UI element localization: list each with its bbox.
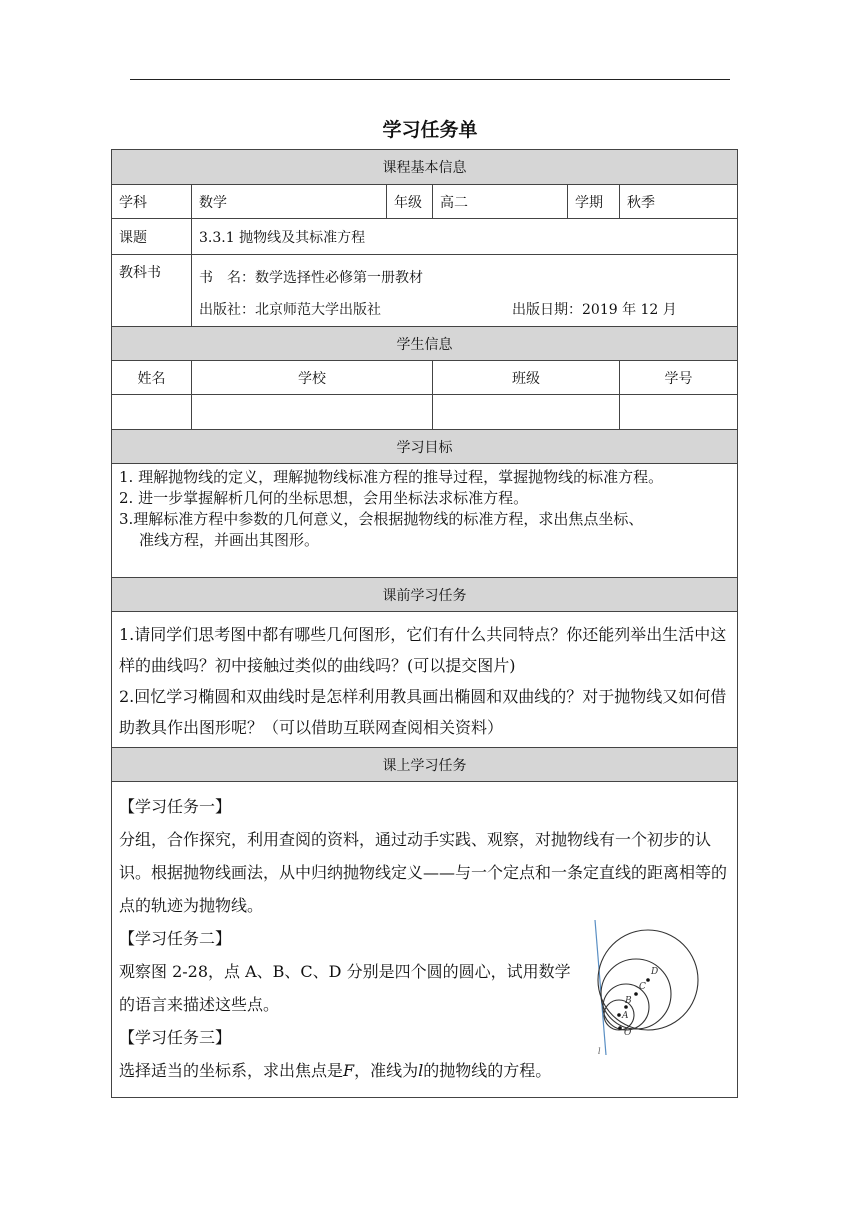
textbook-label: 教科书 xyxy=(112,255,192,327)
subject-label: 学科 xyxy=(112,185,192,219)
class-cell[interactable] xyxy=(433,395,620,430)
student-info-header: 学生信息 xyxy=(112,327,738,361)
task3-text-pre: 选择适当的坐标系，求出焦点是 xyxy=(119,1061,344,1080)
term-value: 秋季 xyxy=(620,185,738,219)
goal-item: 2. 进一步掌握解析几何的坐标思想，会用坐标法求标准方程。 xyxy=(119,489,529,507)
focus-symbol: F xyxy=(343,1061,355,1080)
center-d-point xyxy=(646,978,650,982)
task1-text: 分组，合作探究，利用查阅的资料，通过动手实践、观察，对抛物线有一个初步的认识。根据抛物线画法，从中归纳抛物线定义——与一个定点和一条定直线的距离相等的点的轨迹为抛物线。 xyxy=(119,830,728,915)
goal-item: 准线方程，并画出其图形。 xyxy=(139,531,320,549)
pre-class-header: 课前学习任务 xyxy=(112,578,738,612)
directrix-symbol: l xyxy=(418,1061,424,1080)
label-l: l xyxy=(598,1047,601,1055)
col-class: 班级 xyxy=(433,361,620,395)
label-o: O xyxy=(624,1028,632,1038)
grade-label: 年级 xyxy=(387,185,433,219)
task2-title: 【学习任务二】 xyxy=(119,929,232,948)
pre-task-item: 1.请同学们思考图中都有哪些几何图形，它们有什么共同特点？你还能列举出生活中这样的曲线吗？初中接触过类似的曲线吗？(可以提交图片) xyxy=(119,624,727,675)
center-a-point xyxy=(617,1013,621,1017)
publish-date: 出版日期：2019 年 12 月 xyxy=(512,302,677,318)
label-d: D xyxy=(651,967,659,977)
goal-item: 1. 理解抛物线的定义，理解抛物线标准方程的推导过程，掌握抛物线的标准方程。 xyxy=(119,468,664,486)
term-label: 学期 xyxy=(568,185,620,219)
label-a: A xyxy=(622,1011,629,1021)
col-school: 学校 xyxy=(192,361,433,395)
in-class-content xyxy=(112,782,738,1098)
page-title: 学习任务单 xyxy=(382,119,478,141)
topic-label: 课题 xyxy=(112,219,192,255)
task1-title: 【学习任务一】 xyxy=(119,797,232,816)
task3-text xyxy=(119,1054,730,1087)
col-name: 姓名 xyxy=(112,361,192,395)
header-rule xyxy=(130,79,730,80)
task-sheet-table xyxy=(111,149,738,1098)
course-info-header: 课程基本信息 xyxy=(112,150,738,185)
label-c: C xyxy=(639,982,646,992)
in-class-header: 课上学习任务 xyxy=(112,748,738,782)
topic-value: 3.3.1 抛物线及其标准方程 xyxy=(192,219,738,255)
pre-task-item: 2.回忆学习椭圆和双曲线时是怎样利用教具画出椭圆和双曲线的？对于抛物线又如何借助教具作出图形呢？（可以借助互联网查阅相关资料） xyxy=(119,686,727,737)
goal-item: 3.理解标准方程中参数的几何意义，会根据抛物线的标准方程，求出焦点坐标、 xyxy=(119,510,644,528)
name-cell[interactable] xyxy=(112,395,192,430)
pre-class-content xyxy=(112,612,738,748)
circles-figure xyxy=(589,920,729,1055)
task3-text-post: 的抛物线的方程。 xyxy=(423,1061,552,1080)
directrix-line xyxy=(595,920,606,1055)
task3-title: 【学习任务三】 xyxy=(119,1028,232,1047)
col-student-id: 学号 xyxy=(620,361,738,395)
center-c-point xyxy=(634,992,638,996)
school-cell[interactable] xyxy=(192,395,433,430)
task3-text-mid: ，准线为 xyxy=(354,1061,419,1080)
goals-content xyxy=(112,464,738,578)
subject-value: 数学 xyxy=(192,185,387,219)
textbook-info xyxy=(192,255,738,327)
student-id-cell[interactable] xyxy=(620,395,738,430)
goals-header: 学习目标 xyxy=(112,430,738,464)
grade-value: 高二 xyxy=(433,185,568,219)
publisher: 出版社：北京师范大学出版社 xyxy=(199,302,381,318)
origin-point xyxy=(618,1026,622,1030)
book-name: 书 名：数学选择性必修第一册教材 xyxy=(199,270,423,286)
task2-text: 观察图 2-28，点 A、B、C、D 分别是四个圆的圆心，试用数学的语言来描述这些点。 xyxy=(119,962,571,1014)
label-b: B xyxy=(625,996,632,1006)
publisher-line xyxy=(199,294,730,326)
